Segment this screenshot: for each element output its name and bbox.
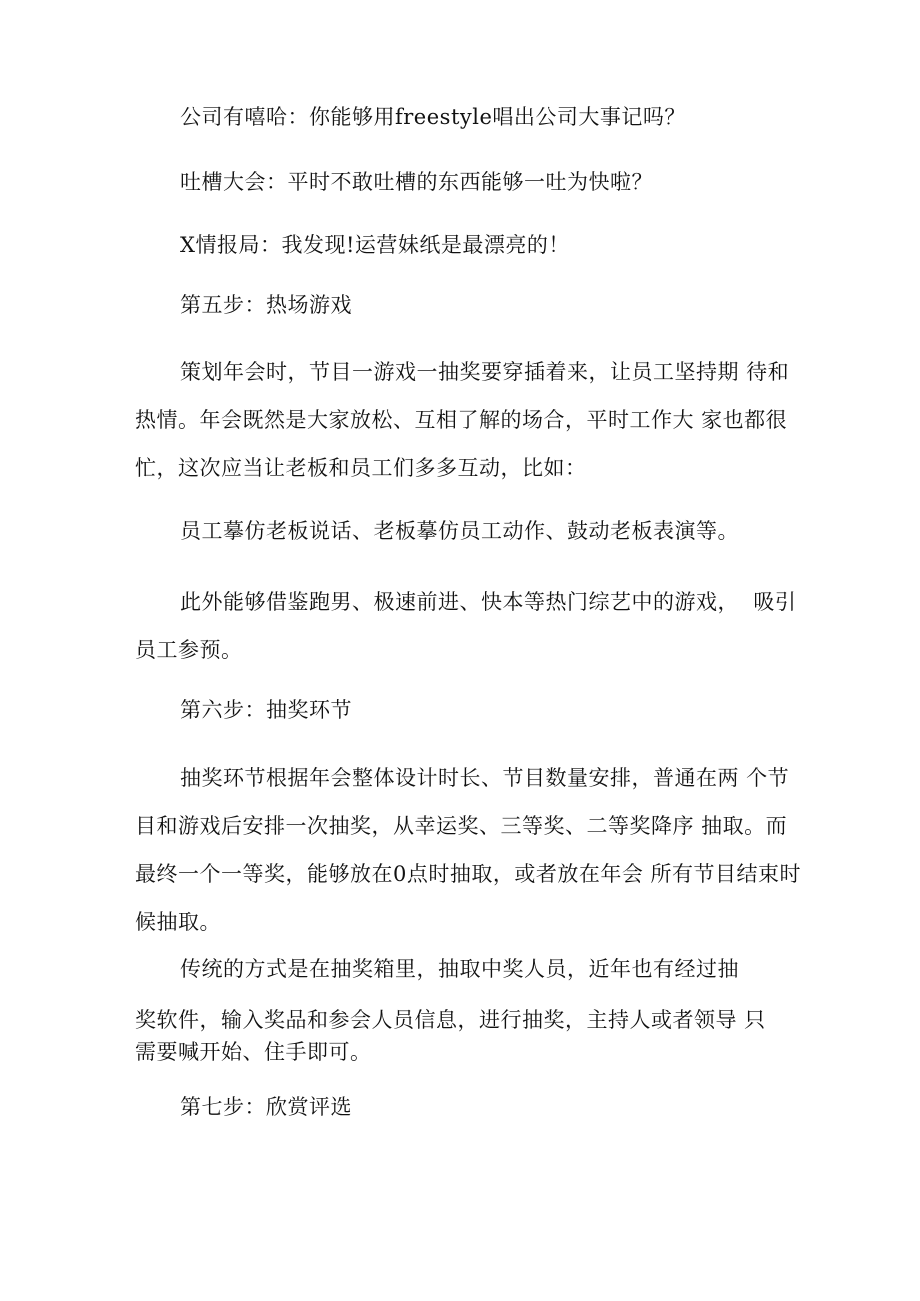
paragraph-lottery-line-4: 候抽取。 xyxy=(135,910,221,934)
paragraph-traditional-line-3: 需要喊开始、住手即可。 xyxy=(135,1040,372,1064)
paragraph-boss-imitation: 员工摹仿老板说话、老板摹仿员工动作、鼓动老板表演等。 xyxy=(180,519,739,543)
heading-step-seven: 第七步：欣赏评选 xyxy=(180,1095,352,1119)
paragraph-games-line-1: 策划年会时，节目一游戏一抽奖要穿插着来，让员工坚持期 待和 xyxy=(180,360,790,384)
paragraph-traditional-line-2: 奖软件，输入奖品和参会人员信息，进行抽奖，主持人或者领导 只 xyxy=(135,1008,766,1032)
paragraph-games-line-2: 热情。年会既然是大家放松、互相了解的场合，平时工作大 家也都很 xyxy=(135,408,788,432)
paragraph-games-line-3: 忙，这次应当让老板和员工们多多互动，比如： xyxy=(135,456,587,480)
paragraph-intel-bureau: X情报局：我发现!运营妹纸是最漂亮的！ xyxy=(180,233,570,257)
heading-step-five: 第五步：热场游戏 xyxy=(180,293,352,317)
heading-step-six: 第六步：抽奖环节 xyxy=(180,698,352,722)
paragraph-traditional-line-1: 传统的方式是在抽奖箱里，抽取中奖人员，近年也有经过抽 xyxy=(180,957,739,981)
paragraph-company-hiphop: 公司有嘻哈：你能够用freestyle唱出公司大事记吗？ xyxy=(180,105,686,129)
paragraph-variety-line-1: 此外能够借鉴跑男、极速前进、快本等热门综艺中的游戏， 吸引 xyxy=(180,590,797,614)
paragraph-lottery-line-2: 目和游戏后安排一次抽奖，从幸运奖、三等奖、二等奖降序 抽取。而 xyxy=(135,814,788,838)
paragraph-lottery-line-3: 最终一个一等奖，能够放在0点时抽取，或者放在年会 所有节目结束时 xyxy=(135,862,802,886)
paragraph-roast-meeting: 吐槽大会：平时不敢吐槽的东西能够一吐为快啦？ xyxy=(180,170,653,194)
paragraph-variety-line-2: 员工参预。 xyxy=(135,638,243,662)
paragraph-lottery-line-1: 抽奖环节根据年会整体设计时长、节目数量安排，普通在两 个节 xyxy=(180,766,790,790)
